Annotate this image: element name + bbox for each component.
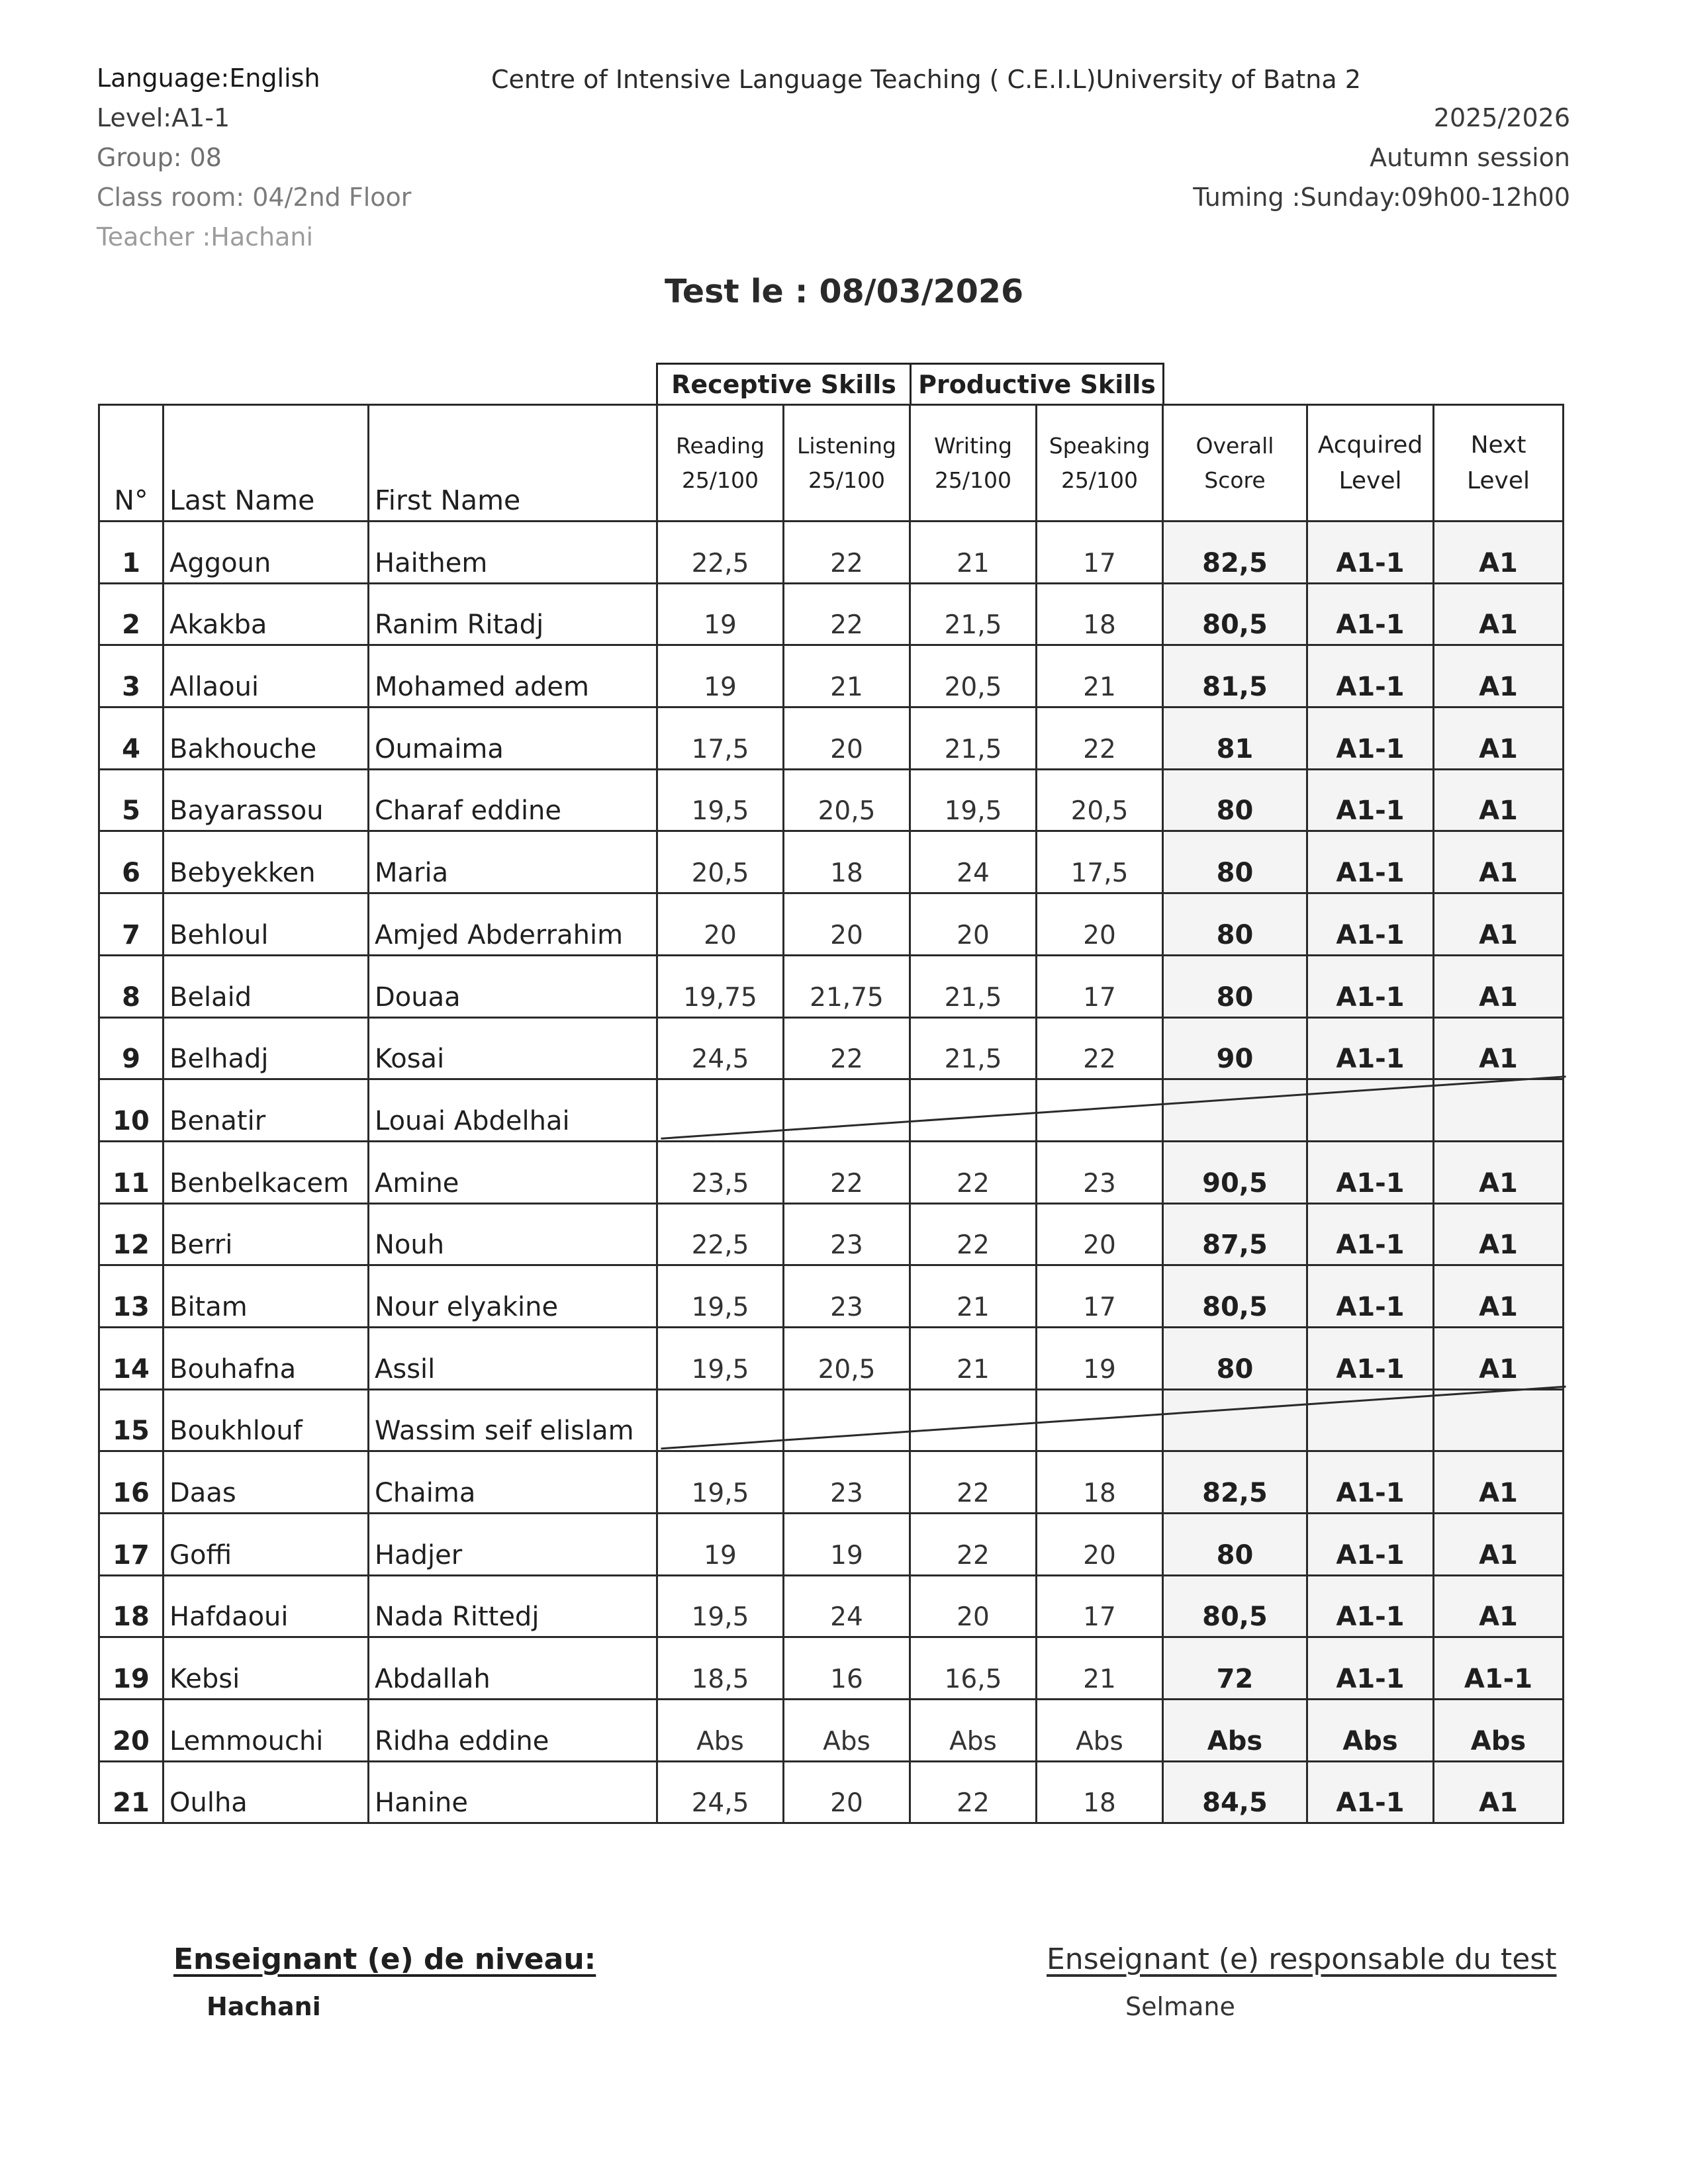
overall-score xyxy=(1163,1389,1307,1451)
row-number: 21 xyxy=(99,1761,164,1823)
table-row xyxy=(99,1265,1564,1328)
first-name: Haithem xyxy=(369,522,657,584)
first-name: Maria xyxy=(369,831,657,893)
overall-score: 90,5 xyxy=(1163,1141,1307,1203)
first-name: Wassim seif elislam xyxy=(369,1389,657,1451)
acquired-level: A1-1 xyxy=(1307,893,1434,956)
speaking-score: 21 xyxy=(1037,645,1163,707)
reading-score xyxy=(657,1389,784,1451)
session-name: Autumn session xyxy=(1370,143,1570,172)
overall-score: 82,5 xyxy=(1163,1451,1307,1514)
overall-score: 84,5 xyxy=(1163,1761,1307,1823)
table-row xyxy=(99,1637,1564,1700)
writing-score: 21,5 xyxy=(910,1017,1037,1079)
table-row xyxy=(99,1141,1564,1203)
last-name: Benatir xyxy=(164,1079,369,1142)
last-name: Aggoun xyxy=(164,522,369,584)
speaking-score: 17 xyxy=(1037,1575,1163,1637)
col-next-label-1: Next xyxy=(1470,431,1526,459)
class-info xyxy=(97,58,411,257)
acquired-level: A1-1 xyxy=(1307,1141,1434,1203)
last-name: Allaoui xyxy=(164,645,369,707)
writing-score: 21,5 xyxy=(910,707,1037,770)
overall-score: 82,5 xyxy=(1163,522,1307,584)
col-writing xyxy=(910,405,1037,522)
reading-score: 20 xyxy=(657,893,784,956)
speaking-score: 18 xyxy=(1037,583,1163,645)
last-name: Kebsi xyxy=(164,1637,369,1700)
overall-score: 80,5 xyxy=(1163,583,1307,645)
row-number: 20 xyxy=(99,1700,164,1762)
writing-score: 22 xyxy=(910,1141,1037,1203)
acquired-level: Abs xyxy=(1307,1700,1434,1762)
table-row xyxy=(99,1079,1564,1142)
acquired-level: A1-1 xyxy=(1307,1575,1434,1637)
last-name: Akakba xyxy=(164,583,369,645)
table-row xyxy=(99,522,1564,584)
speaking-score: 22 xyxy=(1037,707,1163,770)
overall-score: 80 xyxy=(1163,893,1307,956)
last-name: Lemmouchi xyxy=(164,1700,369,1762)
listening-score xyxy=(784,1389,910,1451)
first-name: Nour elyakine xyxy=(369,1265,657,1328)
col-overall xyxy=(1163,405,1307,522)
col-writing-label: Writing xyxy=(934,432,1012,459)
col-no: N° xyxy=(99,405,164,522)
next-level: A1 xyxy=(1434,955,1564,1017)
overall-score: 80 xyxy=(1163,1327,1307,1389)
reading-score: 19,5 xyxy=(657,1575,784,1637)
row-number: 1 xyxy=(99,522,164,584)
acquired-level: A1-1 xyxy=(1307,522,1434,584)
listening-score: 20,5 xyxy=(784,769,910,831)
row-number: 9 xyxy=(99,1017,164,1079)
first-name: Ridha eddine xyxy=(369,1700,657,1762)
row-number: 4 xyxy=(99,707,164,770)
row-number: 15 xyxy=(99,1389,164,1451)
first-name: Nouh xyxy=(369,1203,657,1265)
next-level: A1 xyxy=(1434,583,1564,645)
row-number: 16 xyxy=(99,1451,164,1514)
writing-score: 16,5 xyxy=(910,1637,1037,1700)
reading-score: 22,5 xyxy=(657,522,784,584)
first-name: Charaf eddine xyxy=(369,769,657,831)
writing-score: Abs xyxy=(910,1700,1037,1762)
acquired-level: A1-1 xyxy=(1307,831,1434,893)
table-row xyxy=(99,707,1564,770)
speaking-score: 20 xyxy=(1037,893,1163,956)
row-number: 5 xyxy=(99,769,164,831)
reading-score: 18,5 xyxy=(657,1637,784,1700)
acquired-level: A1-1 xyxy=(1307,583,1434,645)
last-name: Bayarassou xyxy=(164,769,369,831)
speaking-score: 17 xyxy=(1037,1265,1163,1328)
reading-score: Abs xyxy=(657,1700,784,1762)
reading-score: 19,5 xyxy=(657,1451,784,1514)
next-level: A1 xyxy=(1434,1017,1564,1079)
table-row xyxy=(99,1017,1564,1079)
table-row xyxy=(99,645,1564,707)
writing-score: 22 xyxy=(910,1761,1037,1823)
row-number: 8 xyxy=(99,955,164,1017)
acquired-level: A1-1 xyxy=(1307,1203,1434,1265)
first-name: Kosai xyxy=(369,1017,657,1079)
overall-score: Abs xyxy=(1163,1700,1307,1762)
first-name: Louai Abdelhai xyxy=(369,1079,657,1142)
test-teacher-name: Selmane xyxy=(1125,1992,1235,2021)
writing-score: 22 xyxy=(910,1514,1037,1576)
writing-score xyxy=(910,1079,1037,1142)
reading-score: 19,5 xyxy=(657,1265,784,1328)
listening-score: 20,5 xyxy=(784,1327,910,1389)
teacher-line: Teacher :Hachani xyxy=(97,222,314,251)
first-name: Oumaima xyxy=(369,707,657,770)
grades-body xyxy=(99,522,1564,1823)
writing-score: 21,5 xyxy=(910,583,1037,645)
next-level: A1 xyxy=(1434,1327,1564,1389)
writing-score: 21 xyxy=(910,1265,1037,1328)
table-row xyxy=(99,583,1564,645)
writing-score: 19,5 xyxy=(910,769,1037,831)
next-level: A1 xyxy=(1434,522,1564,584)
next-level xyxy=(1434,1389,1564,1451)
first-name: Hanine xyxy=(369,1761,657,1823)
speaking-score: 17,5 xyxy=(1037,831,1163,893)
first-name: Nada Rittedj xyxy=(369,1575,657,1637)
listening-score: 20 xyxy=(784,893,910,956)
acquired-level: A1-1 xyxy=(1307,1761,1434,1823)
next-level: A1 xyxy=(1434,645,1564,707)
table-row xyxy=(99,831,1564,893)
table-row xyxy=(99,893,1564,956)
test-title: Test le : 08/03/2026 xyxy=(664,273,1024,310)
speaking-score: 20 xyxy=(1037,1514,1163,1576)
reading-score: 22,5 xyxy=(657,1203,784,1265)
next-level: A1 xyxy=(1434,1575,1564,1637)
level-teacher-label: Enseignant (e) de niveau: xyxy=(173,1942,596,1976)
acquired-level: A1-1 xyxy=(1307,1451,1434,1514)
acquired-level: A1-1 xyxy=(1307,1637,1434,1700)
classroom-line: Class room: 04/2nd Floor xyxy=(97,183,412,212)
reading-score: 19 xyxy=(657,1514,784,1576)
next-level: A1 xyxy=(1434,1761,1564,1823)
last-name: Belhadj xyxy=(164,1017,369,1079)
speaking-score: 19 xyxy=(1037,1327,1163,1389)
productive-skills-header: Productive Skills xyxy=(910,363,1164,404)
row-number: 18 xyxy=(99,1575,164,1637)
table-row xyxy=(99,1514,1564,1576)
col-acquired-label-1: Acquired xyxy=(1317,431,1423,459)
col-speaking xyxy=(1037,405,1163,522)
first-name: Chaima xyxy=(369,1451,657,1514)
col-reading-max: 25/100 xyxy=(681,467,759,493)
last-name: Berri xyxy=(164,1203,369,1265)
acquired-level: A1-1 xyxy=(1307,769,1434,831)
speaking-score: 18 xyxy=(1037,1761,1163,1823)
table-row xyxy=(99,1575,1564,1637)
overall-score: 81 xyxy=(1163,707,1307,770)
first-name: Mohamed adem xyxy=(369,645,657,707)
last-name: Daas xyxy=(164,1451,369,1514)
listening-score: 23 xyxy=(784,1451,910,1514)
level-teacher-name: Hachani xyxy=(207,1992,321,2021)
next-level xyxy=(1434,1079,1564,1142)
acquired-level xyxy=(1307,1079,1434,1142)
listening-score: 21 xyxy=(784,645,910,707)
writing-score: 20 xyxy=(910,893,1037,956)
last-name: Goffi xyxy=(164,1514,369,1576)
reading-score: 23,5 xyxy=(657,1141,784,1203)
col-reading xyxy=(657,405,784,522)
listening-score: 23 xyxy=(784,1265,910,1328)
writing-score: 22 xyxy=(910,1451,1037,1514)
speaking-score: 21 xyxy=(1037,1637,1163,1700)
next-level: A1 xyxy=(1434,1265,1564,1328)
listening-score: 16 xyxy=(784,1637,910,1700)
level-line: Level:A1-1 xyxy=(97,103,230,132)
next-level: A1 xyxy=(1434,1203,1564,1265)
row-number: 11 xyxy=(99,1141,164,1203)
writing-score: 21 xyxy=(910,522,1037,584)
speaking-score: 18 xyxy=(1037,1451,1163,1514)
reading-score: 19 xyxy=(657,583,784,645)
overall-score: 80 xyxy=(1163,955,1307,1017)
acquired-level xyxy=(1307,1389,1434,1451)
speaking-score: 17 xyxy=(1037,522,1163,584)
listening-score: 23 xyxy=(784,1203,910,1265)
session-info xyxy=(1193,98,1570,217)
speaking-score: 20,5 xyxy=(1037,769,1163,831)
speaking-score: 17 xyxy=(1037,955,1163,1017)
last-name: Belaid xyxy=(164,955,369,1017)
first-name: Douaa xyxy=(369,955,657,1017)
next-level: A1 xyxy=(1434,769,1564,831)
first-name: Ranim Ritadj xyxy=(369,583,657,645)
group-line: Group: 08 xyxy=(97,143,222,172)
last-name: Oulha xyxy=(164,1761,369,1823)
next-level: A1 xyxy=(1434,707,1564,770)
listening-score: 22 xyxy=(784,1017,910,1079)
writing-score: 21 xyxy=(910,1327,1037,1389)
col-last-name: Last Name xyxy=(164,405,369,522)
overall-score: 80 xyxy=(1163,1514,1307,1576)
col-listening-max: 25/100 xyxy=(808,467,886,493)
speaking-score: Abs xyxy=(1037,1700,1163,1762)
acquired-level: A1-1 xyxy=(1307,955,1434,1017)
overall-score: 87,5 xyxy=(1163,1203,1307,1265)
header-row xyxy=(99,405,1564,522)
table-row xyxy=(99,1700,1564,1762)
reading-score: 19,5 xyxy=(657,769,784,831)
overall-score xyxy=(1163,1079,1307,1142)
first-name: Hadjer xyxy=(369,1514,657,1576)
reading-score: 24,5 xyxy=(657,1017,784,1079)
overall-score: 80 xyxy=(1163,769,1307,831)
next-level: A1 xyxy=(1434,893,1564,956)
listening-score: 18 xyxy=(784,831,910,893)
writing-score: 20 xyxy=(910,1575,1037,1637)
row-number: 6 xyxy=(99,831,164,893)
last-name: Bebyekken xyxy=(164,831,369,893)
row-number: 12 xyxy=(99,1203,164,1265)
row-number: 19 xyxy=(99,1637,164,1700)
reading-score: 24,5 xyxy=(657,1761,784,1823)
acquired-level: A1-1 xyxy=(1307,1265,1434,1328)
listening-score: 22 xyxy=(784,583,910,645)
grades-table xyxy=(98,404,1564,1824)
speaking-score: 20 xyxy=(1037,1203,1163,1265)
reading-score xyxy=(657,1079,784,1142)
col-acquired-label-2: Level xyxy=(1338,467,1402,494)
listening-score: 20 xyxy=(784,1761,910,1823)
first-name: Amine xyxy=(369,1141,657,1203)
reading-score: 17,5 xyxy=(657,707,784,770)
col-writing-max: 25/100 xyxy=(934,467,1012,493)
acquired-level: A1-1 xyxy=(1307,1017,1434,1079)
overall-score: 80 xyxy=(1163,831,1307,893)
listening-score xyxy=(784,1079,910,1142)
speaking-score xyxy=(1037,1389,1163,1451)
col-next-label-2: Level xyxy=(1466,467,1530,494)
col-speaking-label: Speaking xyxy=(1049,432,1150,459)
listening-score: 22 xyxy=(784,1141,910,1203)
timing: Tuming :Sunday:09h00-12h00 xyxy=(1193,183,1570,212)
overall-score: 72 xyxy=(1163,1637,1307,1700)
row-number: 3 xyxy=(99,645,164,707)
row-number: 13 xyxy=(99,1265,164,1328)
row-number: 2 xyxy=(99,583,164,645)
acquired-level: A1-1 xyxy=(1307,1514,1434,1576)
reading-score: 20,5 xyxy=(657,831,784,893)
col-overall-label: Overall Score xyxy=(1196,432,1274,493)
overall-score: 80,5 xyxy=(1163,1265,1307,1328)
table-row xyxy=(99,955,1564,1017)
institution-name: Centre of Intensive Language Teaching ( C.E.I.L)University of Batna 2 xyxy=(491,65,1361,94)
col-listening-label: Listening xyxy=(797,432,896,459)
acquired-level: A1-1 xyxy=(1307,707,1434,770)
speaking-score: 22 xyxy=(1037,1017,1163,1079)
writing-score: 20,5 xyxy=(910,645,1037,707)
overall-score: 80,5 xyxy=(1163,1575,1307,1637)
col-first-name: First Name xyxy=(369,405,657,522)
last-name: Boukhlouf xyxy=(164,1389,369,1451)
listening-score: 21,75 xyxy=(784,955,910,1017)
col-speaking-max: 25/100 xyxy=(1060,467,1139,493)
first-name: Assil xyxy=(369,1327,657,1389)
language-line: Language:English xyxy=(97,64,320,93)
writing-score: 21,5 xyxy=(910,955,1037,1017)
col-next xyxy=(1434,405,1564,522)
table-row xyxy=(99,1761,1564,1823)
listening-score: 24 xyxy=(784,1575,910,1637)
acquired-level: A1-1 xyxy=(1307,1327,1434,1389)
test-teacher-label: Enseignant (e) responsable du test xyxy=(1047,1942,1557,1976)
next-level: Abs xyxy=(1434,1700,1564,1762)
overall-score: 90 xyxy=(1163,1017,1307,1079)
academic-year: 2025/2026 xyxy=(1433,103,1570,132)
col-listening xyxy=(784,405,910,522)
reading-score: 19,75 xyxy=(657,955,784,1017)
listening-score: 22 xyxy=(784,522,910,584)
last-name: Hafdaoui xyxy=(164,1575,369,1637)
speaking-score: 23 xyxy=(1037,1141,1163,1203)
listening-score: Abs xyxy=(784,1700,910,1762)
overall-score: 81,5 xyxy=(1163,645,1307,707)
row-number: 17 xyxy=(99,1514,164,1576)
next-level: A1 xyxy=(1434,1451,1564,1514)
col-acquired xyxy=(1307,405,1434,522)
table-row xyxy=(99,1451,1564,1514)
next-level: A1 xyxy=(1434,1141,1564,1203)
writing-score: 22 xyxy=(910,1203,1037,1265)
table-row xyxy=(99,1203,1564,1265)
reading-score: 19,5 xyxy=(657,1327,784,1389)
listening-score: 20 xyxy=(784,707,910,770)
row-number: 10 xyxy=(99,1079,164,1142)
last-name: Bouhafna xyxy=(164,1327,369,1389)
last-name: Bakhouche xyxy=(164,707,369,770)
last-name: Benbelkacem xyxy=(164,1141,369,1203)
next-level: A1 xyxy=(1434,1514,1564,1576)
reading-score: 19 xyxy=(657,645,784,707)
last-name: Bitam xyxy=(164,1265,369,1328)
first-name: Amjed Abderrahim xyxy=(369,893,657,956)
col-reading-label: Reading xyxy=(676,432,765,459)
writing-score xyxy=(910,1389,1037,1451)
last-name: Behloul xyxy=(164,893,369,956)
row-number: 7 xyxy=(99,893,164,956)
acquired-level: A1-1 xyxy=(1307,645,1434,707)
next-level: A1-1 xyxy=(1434,1637,1564,1700)
listening-score: 19 xyxy=(784,1514,910,1576)
table-row xyxy=(99,1389,1564,1451)
speaking-score xyxy=(1037,1079,1163,1142)
first-name: Abdallah xyxy=(369,1637,657,1700)
receptive-skills-header: Receptive Skills xyxy=(656,363,912,404)
next-level: A1 xyxy=(1434,831,1564,893)
writing-score: 24 xyxy=(910,831,1037,893)
row-number: 14 xyxy=(99,1327,164,1389)
table-row xyxy=(99,769,1564,831)
table-row xyxy=(99,1327,1564,1389)
